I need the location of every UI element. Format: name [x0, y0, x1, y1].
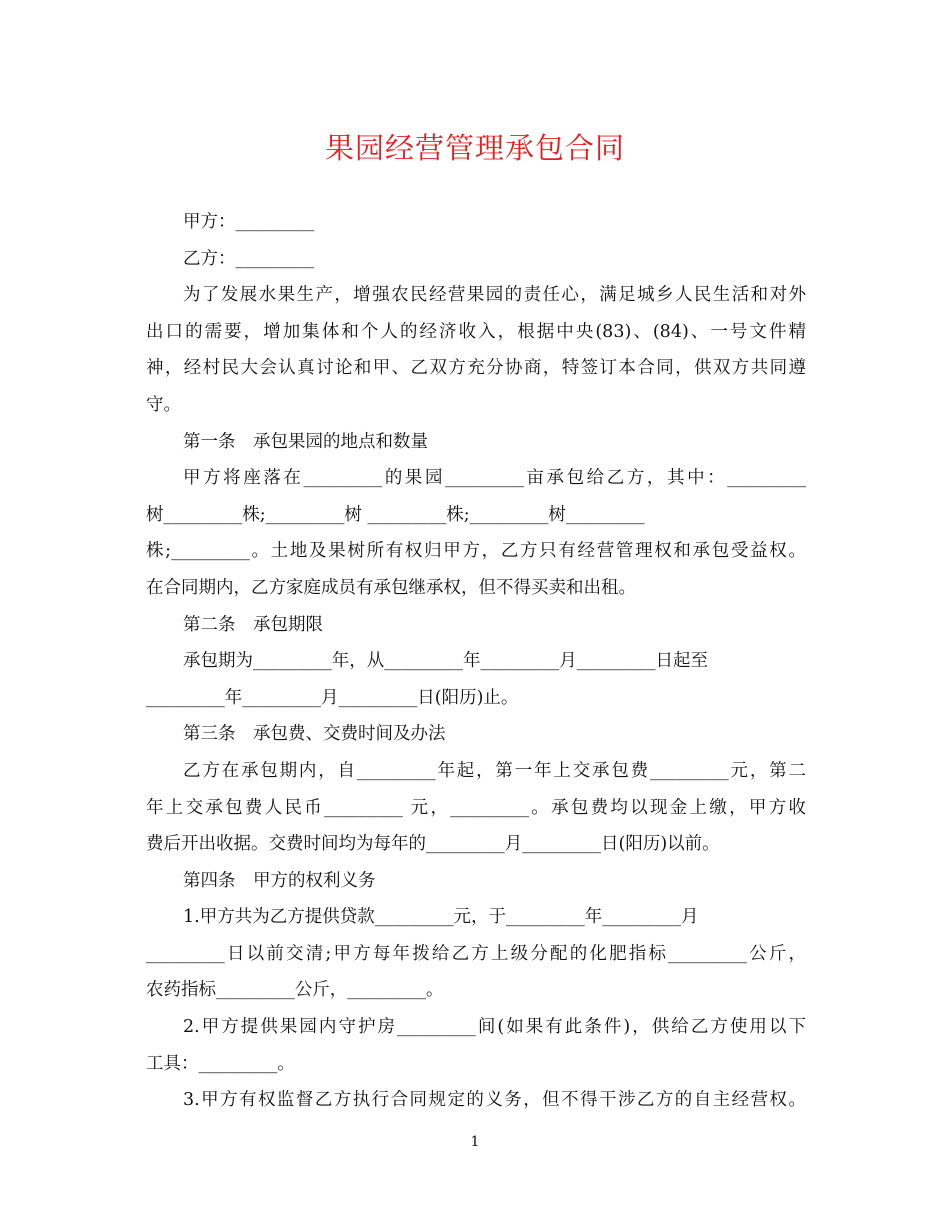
- document-line: 第四条 甲方的权利义务: [183, 870, 376, 891]
- document-line: 出口的需要，增加集体和个人的经济收入，根据中央(83)、(84)、一号文件精: [146, 321, 806, 342]
- document-line: 3.甲方有权监督乙方执行合同规定的义务，但不得干涉乙方的自主经营权。: [183, 1090, 806, 1111]
- document-line: _________日以前交清;甲方每年拨给乙方上级分配的化肥指标_________公斤，: [146, 943, 806, 964]
- document-line: 甲方：_________: [183, 212, 315, 232]
- document-line: 农药指标_________公斤，_________。: [146, 980, 444, 1001]
- document-line: 守。: [146, 394, 181, 415]
- document-line: 树_________株;_________树 _________株;_________树_________: [146, 504, 645, 525]
- page-number: 1: [470, 1134, 480, 1150]
- document-line: 在合同期内，乙方家庭成员有承包继承权，但不得买卖和出租。: [146, 577, 636, 598]
- document-line: 第三条 承包费、交费时间及办法: [183, 724, 446, 745]
- document-line: 年上交承包费人民币_________ 元，_________。承包费均以现金上缴，甲方收: [146, 797, 806, 818]
- document-line: 株;_________。土地及果树所有权归甲方，乙方只有经营管理权和承包受益权。: [146, 541, 806, 562]
- document-line: 甲方将座落在_________的果园_________亩承包给乙方，其中：_________: [183, 468, 806, 489]
- document-line: 乙方：_________: [183, 248, 315, 269]
- document-line: _________年_________月_________日(阳历)止。: [146, 687, 519, 708]
- document-line: 乙方在承包期内，自_________年起，第一年上交承包费_________元，第二: [183, 760, 806, 781]
- document-line: 承包期为_________年，从_________年_________月_________日起至: [183, 651, 708, 672]
- document-line: 工具：_________。: [146, 1053, 295, 1074]
- document-line: 为了发展水果生产，增强农民经营果园的责任心，满足城乡人民生活和对外: [183, 285, 806, 306]
- document-title: 果园经营管理承包合同: [324, 131, 625, 165]
- document-line: 第二条 承包期限: [183, 614, 323, 635]
- document-line: 费后开出收据。交费时间均为每年的_________月_________日(阳历)以前。: [146, 834, 720, 855]
- document-line: 神，经村民大会认真讨论和甲、乙双方充分协商，特签订本合同，供双方共同遵: [146, 358, 806, 379]
- document-line: 1.甲方共为乙方提供贷款_________元，于_________年_________月: [183, 907, 699, 928]
- document-line: 2.甲方提供果园内守护房_________间(如果有此条件)，供给乙方使用以下: [183, 1017, 806, 1038]
- document-line: 第一条 承包果园的地点和数量: [183, 431, 428, 452]
- document-body: [146, 204, 806, 1119]
